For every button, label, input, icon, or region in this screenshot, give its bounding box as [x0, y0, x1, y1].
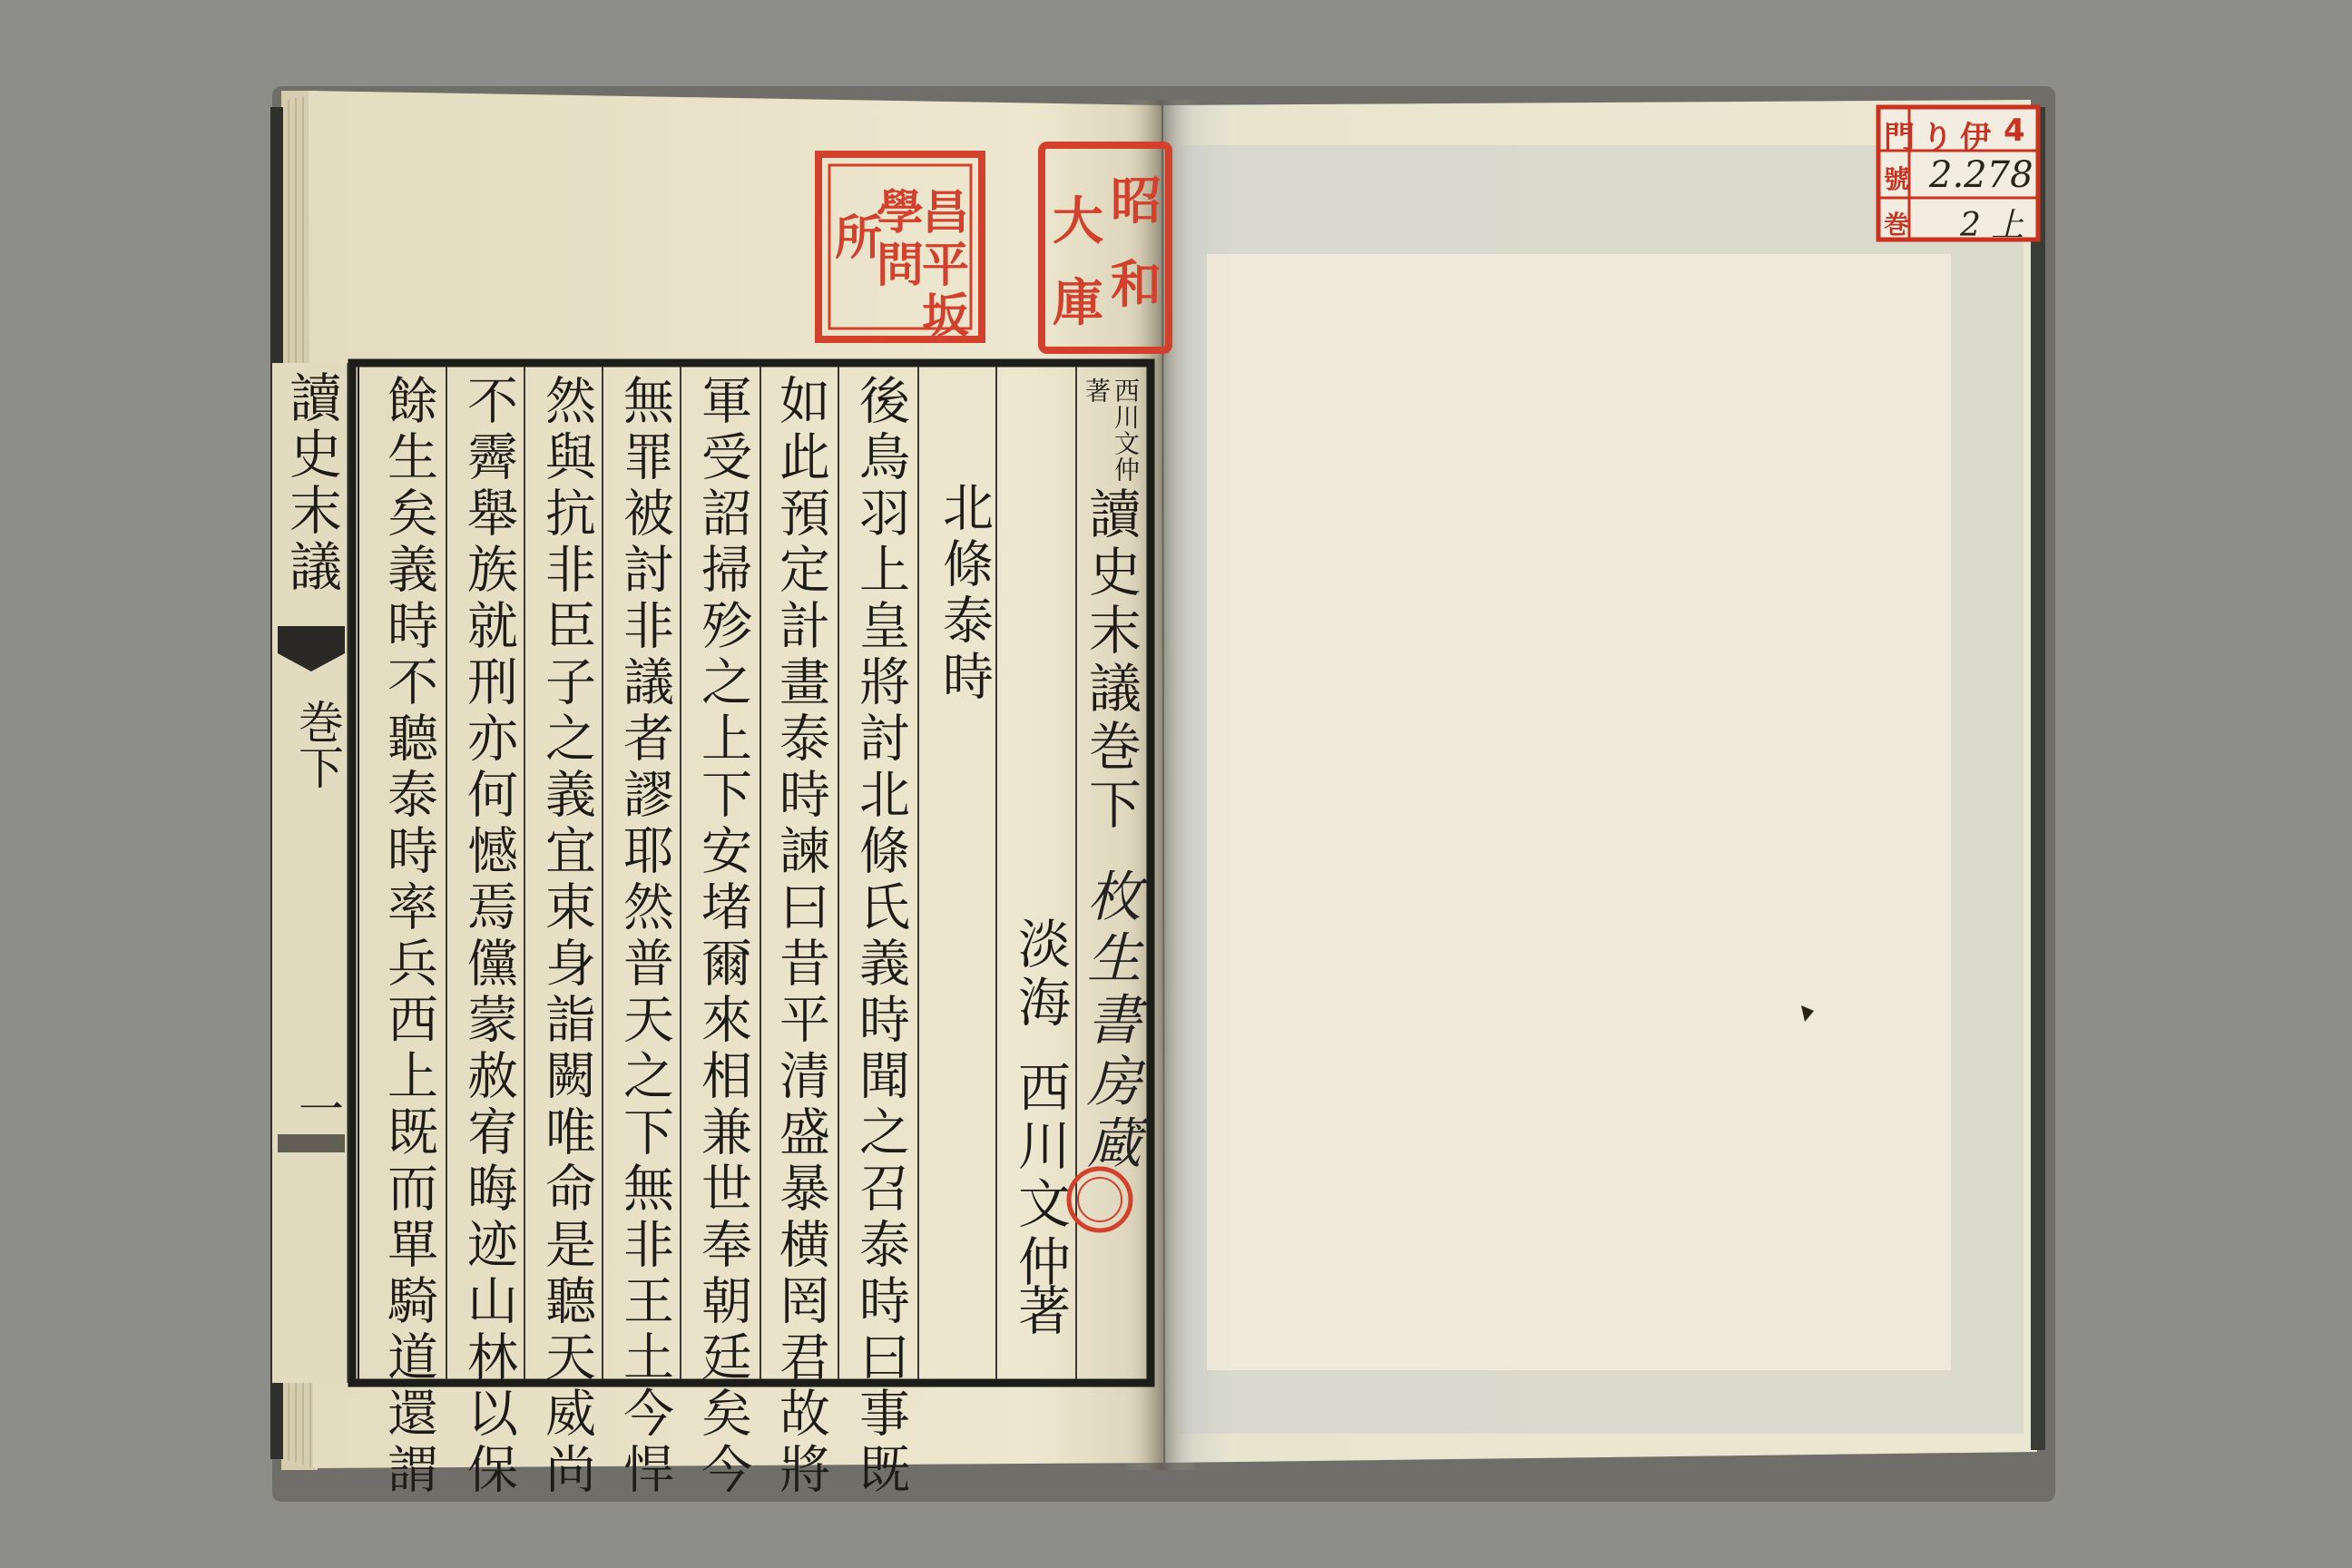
publisher-signature: 枚生書房蔵: [1078, 867, 1142, 1176]
fold-running-title: 讀史末議: [280, 370, 342, 595]
body-column-7: 餘生矣義時不聽泰時率兵西上既而單騎道還謂: [379, 374, 438, 1499]
right-page-inner: [1207, 254, 1951, 1370]
body-column-6: 不霽舉族就刑亦何憾焉儻蒙赦宥晦迹山林以保: [459, 374, 518, 1499]
body-column-5: 然與抗非臣子之義宜束身詣闕唯命是聽天威尚: [537, 374, 596, 1499]
attribution-author: 西川文仲: [1009, 1060, 1071, 1292]
fold-volume: 巻下: [291, 699, 344, 789]
body-column-3: 軍受詔掃殄之上下安堵爾來相兼世奉朝廷矣今: [693, 374, 752, 1499]
body-column-4: 無罪被討非議者謬耶然普天之下無非王土今悍: [615, 374, 674, 1499]
body-column-1: 後鳥羽上皇將討北條氏義時聞之召泰時曰事既: [851, 374, 910, 1499]
attribution-suffix: 著: [1009, 1283, 1071, 1336]
author-note: 西川文仲著: [1082, 377, 1141, 483]
fold-folio: 一: [291, 1085, 344, 1131]
subject-heading: 北條泰時: [935, 481, 994, 706]
body-column-2: 如此預定計畫泰時諫曰昔平清盛暴横罔君故將: [771, 374, 830, 1499]
chapter-title: 讀史末議巻下: [1080, 486, 1142, 835]
right-edge-cover: [2031, 107, 2045, 1450]
attribution-place: 淡海: [1009, 916, 1071, 1033]
